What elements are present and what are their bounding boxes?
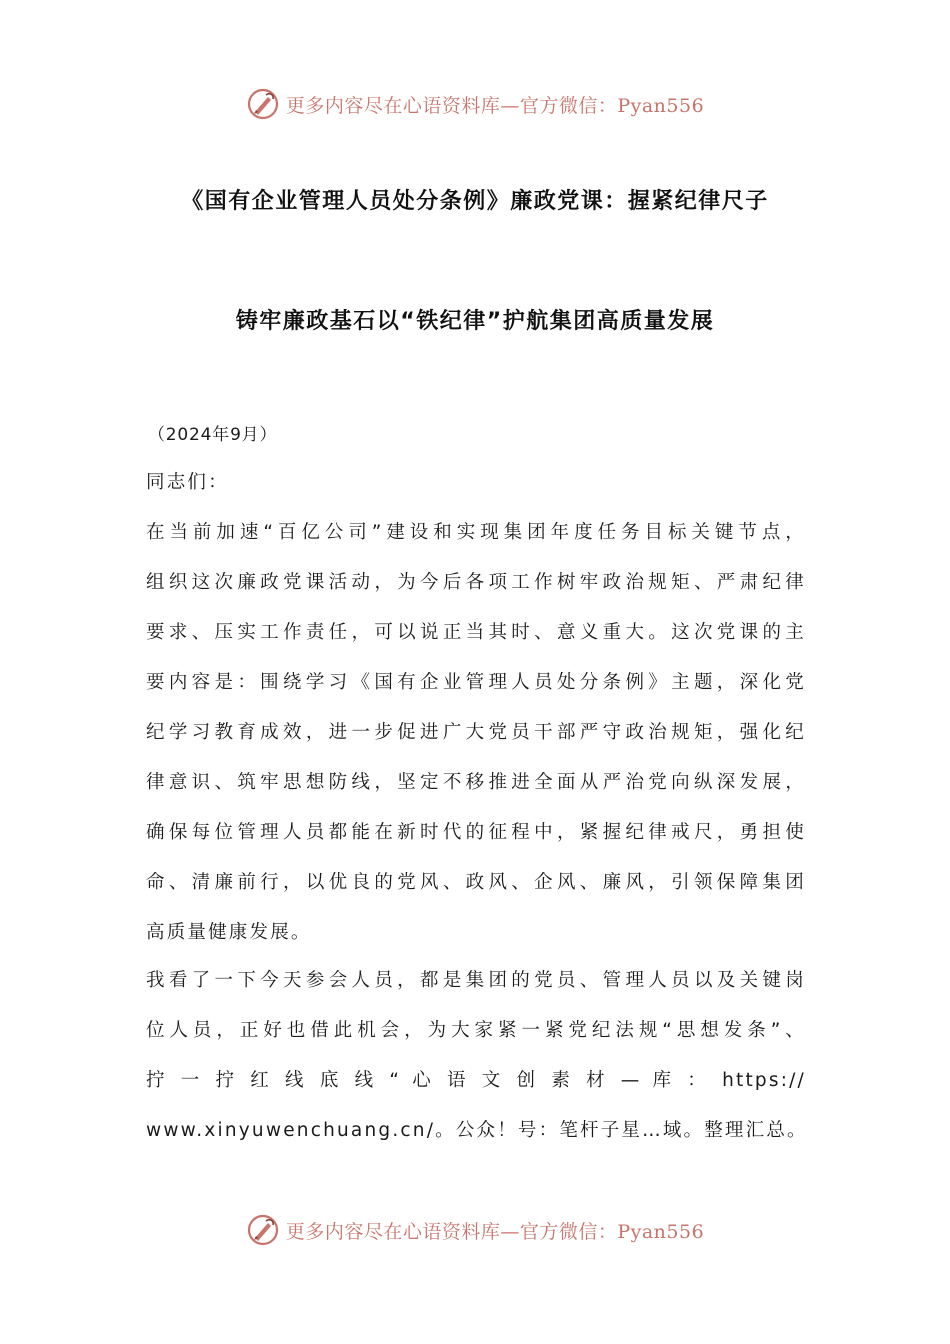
paragraph-line: 我看了一下今天参会人员，都是集团的党员、管理人员以及关键岗 (146, 970, 806, 991)
greeting-text: 同志们： (146, 472, 229, 493)
watermark-banner-top (0, 84, 950, 124)
watermark-banner-bottom (0, 1210, 950, 1250)
watermark-text: 更多内容尽在心语资料库—官方微信：Pyan556 (285, 94, 705, 117)
page-title-line-1: 《国有企业管理人员处分条例》廉政党课：握紧纪律尺子 (181, 189, 769, 214)
paragraph-line: 要内容是：围绕学习《国有企业管理人员处分条例》主题，深化党 (146, 672, 806, 693)
paragraph-line: 在当前加速“百亿公司”建设和实现集团年度任务目标关键节点， (146, 522, 806, 543)
paragraph-2 (146, 956, 806, 1156)
paragraph-line: 律意识、筑牢思想防线，坚定不移推进全面从严治党向纵深发展， (146, 772, 806, 793)
paragraph-line: 纪学习教育成效，进一步促进广大党员干部严守政治规矩，强化纪 (146, 722, 806, 743)
paragraph-line: 命、清廉前行，以优良的党风、政风、企风、廉风，引领保障集团 (146, 872, 806, 893)
pen-logo-icon (246, 1213, 280, 1247)
date-line: （2024年9月） (148, 425, 278, 445)
pen-logo-icon (246, 87, 280, 121)
paragraph-line: 确保每位管理人员都能在新时代的征程中，紧握纪律戒尺，勇担使 (146, 822, 806, 843)
paragraph-line: 要求、压实工作责任，可以说正当其时、意义重大。这次党课的主 (146, 622, 806, 643)
paragraph-line: www.xinyuwenchuang.cn/。公众！号：笔杆子星…域。整理汇总。 (146, 1120, 808, 1141)
paragraph-1 (146, 508, 806, 958)
paragraph-line: 组织这次廉政党课活动，为今后各项工作树牢政治规矩、严肃纪律 (146, 572, 806, 593)
watermark-text: 更多内容尽在心语资料库—官方微信：Pyan556 (285, 1220, 705, 1243)
greeting (146, 458, 806, 508)
paragraph-line: 位人员，正好也借此机会，为大家紧一紧党纪法规“思想发条”、 (146, 1020, 806, 1041)
paragraph-line: 拧 一 拧 红 线 底 线 “ 心 语 文 创 素 材 — 库 ： https:// (146, 1070, 806, 1091)
paragraph-line: 高质量健康发展。 (146, 922, 312, 943)
page-title-line-2: 铸牢廉政基石以“铁纪律”护航集团高质量发展 (235, 309, 715, 334)
